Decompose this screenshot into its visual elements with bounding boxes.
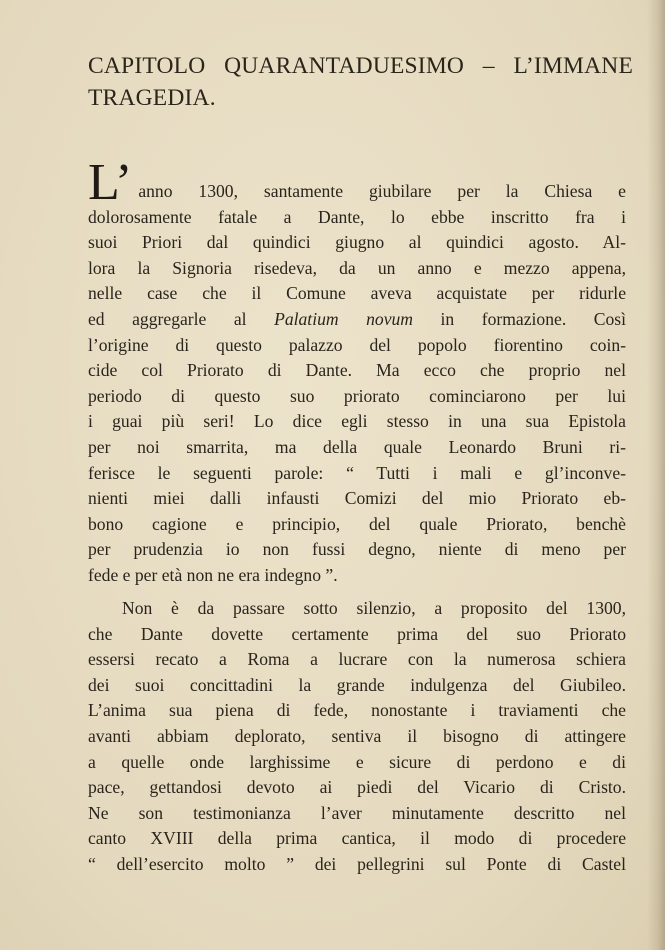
paragraph-line: per noi smarrita, ma della quale Leonardo Bruni ri-: [88, 436, 626, 457]
paragraph-line: ed aggregarle al Palatium novum in formazione. Così: [88, 308, 627, 329]
paragraph-line: L’anima sua piena di fede, nonostante i traviamenti che: [88, 700, 626, 721]
chapter-title: [88, 50, 633, 114]
paragraph-line: a quelle onde larghissime e sicure di perdono e di: [88, 751, 626, 772]
paragraph-line: essersi recato a Roma a lucrare con la numerosa schiera: [88, 649, 626, 670]
paragraph-line: nelle case che il Comune aveva acquistate per ridurle: [88, 283, 626, 304]
paragraph-line: pace, gettandosi devoto ai piedi del Vicario di Cristo.: [88, 777, 626, 798]
page-gutter-shadow: [647, 0, 665, 950]
paragraph-line: i guai più seri! Lo dice egli stesso in una sua Epistola: [88, 411, 626, 432]
chapter-title-line-1: CAPITOLO QUARANTADUESIMO – L’IMMANE: [88, 53, 633, 79]
paragraph-line: l’origine di questo palazzo del popolo fiorentino coin-: [88, 334, 626, 355]
paragraph-line: canto XVIII della prima cantica, il modo di procedere: [88, 828, 626, 849]
paragraph-line: dei suoi concittadini la grande indulgenza del Giubileo.: [88, 674, 626, 695]
paragraph-line: Ne son testimonianza l’aver minutamente descritto nel: [88, 802, 626, 823]
italic-term: Palatium novum: [274, 308, 414, 329]
paragraph-line: suoi Priori dal quindici giugno al quindici agosto. Al-: [88, 232, 626, 253]
paragraph-line: bono cagione e principio, del quale Priorato, benchè: [88, 513, 626, 534]
paragraph-line: periodo di questo suo priorato cominciarono per lui: [88, 385, 626, 406]
paragraph-line: Non è da passare sotto silenzio, a proposito del 1300,: [122, 598, 626, 618]
paragraph-line: cide col Priorato di Dante. Ma ecco che proprio nel: [88, 360, 626, 381]
paragraph-line: “ dell’esercito molto ” dei pellegrini sul Ponte di Castel: [88, 853, 626, 874]
paragraph-line: avanti abbiam deplorato, sentiva il bisogno di attingere: [88, 725, 626, 746]
chapter-title-line-2: TRAGEDIA.: [88, 85, 216, 111]
paragraph-line: L’ anno 1300, santamente giubilare per la Chiesa e: [88, 154, 626, 211]
paragraph-1: [88, 154, 627, 589]
paragraph-line: lora la Signoria risedeva, da un anno e mezzo appena,: [88, 257, 626, 278]
paragraph-line: nienti miei dalli infausti Comizi del mio Priorato eb-: [88, 488, 626, 509]
paragraph-2: [88, 596, 626, 878]
paragraph-line: dolorosamente fatale a Dante, lo ebbe inscritto fra i: [88, 206, 626, 227]
drop-cap: L’: [88, 154, 133, 211]
paragraph-line: che Dante dovette certamente prima del suo Priorato: [88, 623, 626, 644]
paragraph-line: per prudenzia io non fussi degno, niente di meno per: [88, 539, 626, 560]
paragraph-line: ferisce le seguenti parole: “ Tutti i mali e gl’inconve-: [88, 462, 626, 483]
paragraph-line: fede e per età non ne era indegno ”.: [88, 564, 338, 585]
